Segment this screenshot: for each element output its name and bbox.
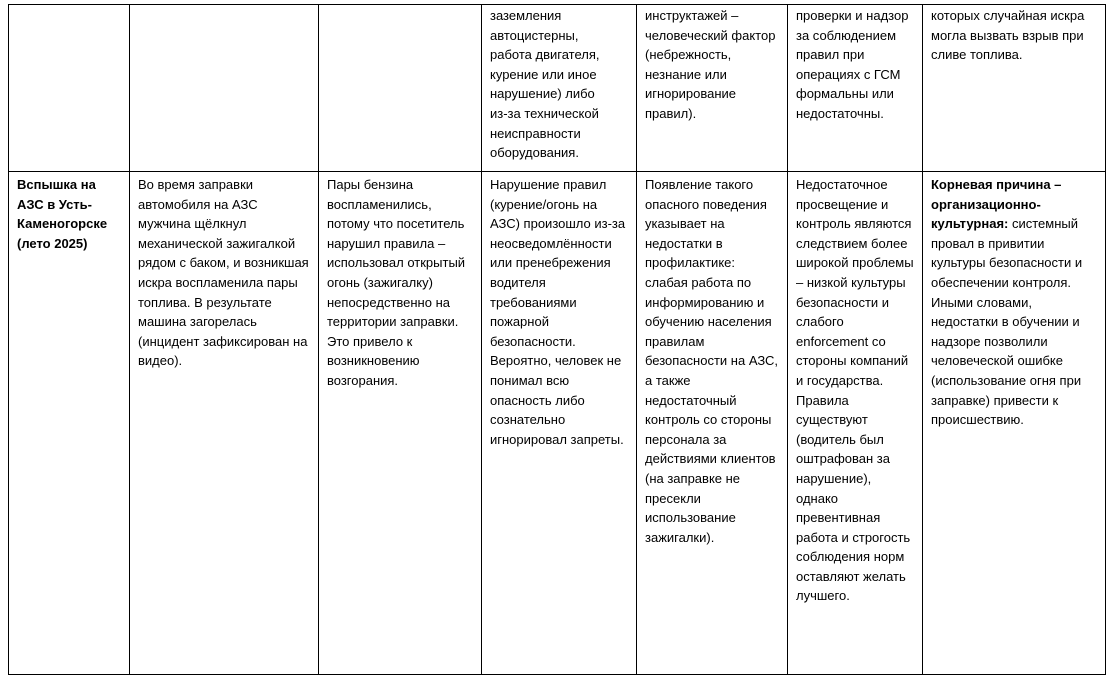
description-cell: Во время заправки автомобиля на АЗС мужчина щёлкнул механической зажигалкой рядом с баком, и возникшая искра воспламенила пары топлива. В результате машина загорелась (инцидент зафиксирован на видео). [130, 172, 319, 675]
violation-cell: Нарушение правил (курение/огонь на АЗС) произошло из-за неосведомлённости или пренебрежения водителя требованиями пожарной безопасности. Вероятно, человек не понимал всю опасность либо сознательно игнорировал запреты. [482, 172, 637, 675]
analysis-table [8, 4, 1106, 675]
table-cell: инструктажей – человеческий фактор (небрежность, незнание или игнорирование правил). [637, 5, 788, 172]
prevention-cell: Появление такого опасного поведения указывает на недостатки в профилактике: слабая работа по информированию и обучению населения правилам безопасности на АЗС, а также недостаточный контроль со стороны персонала за действиями клиентов (на заправке не пресекли использование зажигалки). [637, 172, 788, 675]
table-cell: проверки и надзор за соблюдением правил при операциях с ГСМ формальны или недостаточны. [788, 5, 923, 172]
table-cell [319, 5, 482, 172]
root-cause-text: системный провал в привитии культуры безопасности и обеспечении контроля. Иными словами, недостатки в обучении и надзоре позволили человеческой ошибке (использование огня при заправке) привести к происшествию. [931, 216, 1083, 428]
table-cell: заземления автоцистерны, работа двигателя, курение или иное нарушение) либо из-за технической неисправности оборудования. [482, 5, 637, 172]
table-cell [9, 5, 130, 172]
root-cause-label: Корневая причина – организационно-культурная: [931, 177, 1062, 232]
root-cause-cell [923, 172, 1106, 675]
table-row [9, 5, 1106, 172]
direct-cause-cell: Пары бензина воспламенились, потому что посетитель нарушил правила – использовал открытый огонь (зажигалку) непосредственно на территории заправки. Это привело к возникновению возгорания. [319, 172, 482, 675]
incident-cell [9, 172, 130, 675]
incident-title: Вспышка на АЗС в Усть-Каменогорске (лето 2025) [17, 177, 108, 251]
systemic-cell: Недостаточное просвещение и контроль являются следствием более широкой проблемы – низкой культуры безопасности и слабого enforcement со стороны компаний и государства. Правила существуют (водитель был оштрафован за нарушение), однако превентивная работа и строгость соблюдения норм оставляют желать лучшего. [788, 172, 923, 675]
table-cell: которых случайная искра могла вызвать взрыв при сливе топлива. [923, 5, 1106, 172]
table-row [9, 172, 1106, 675]
table-cell [130, 5, 319, 172]
